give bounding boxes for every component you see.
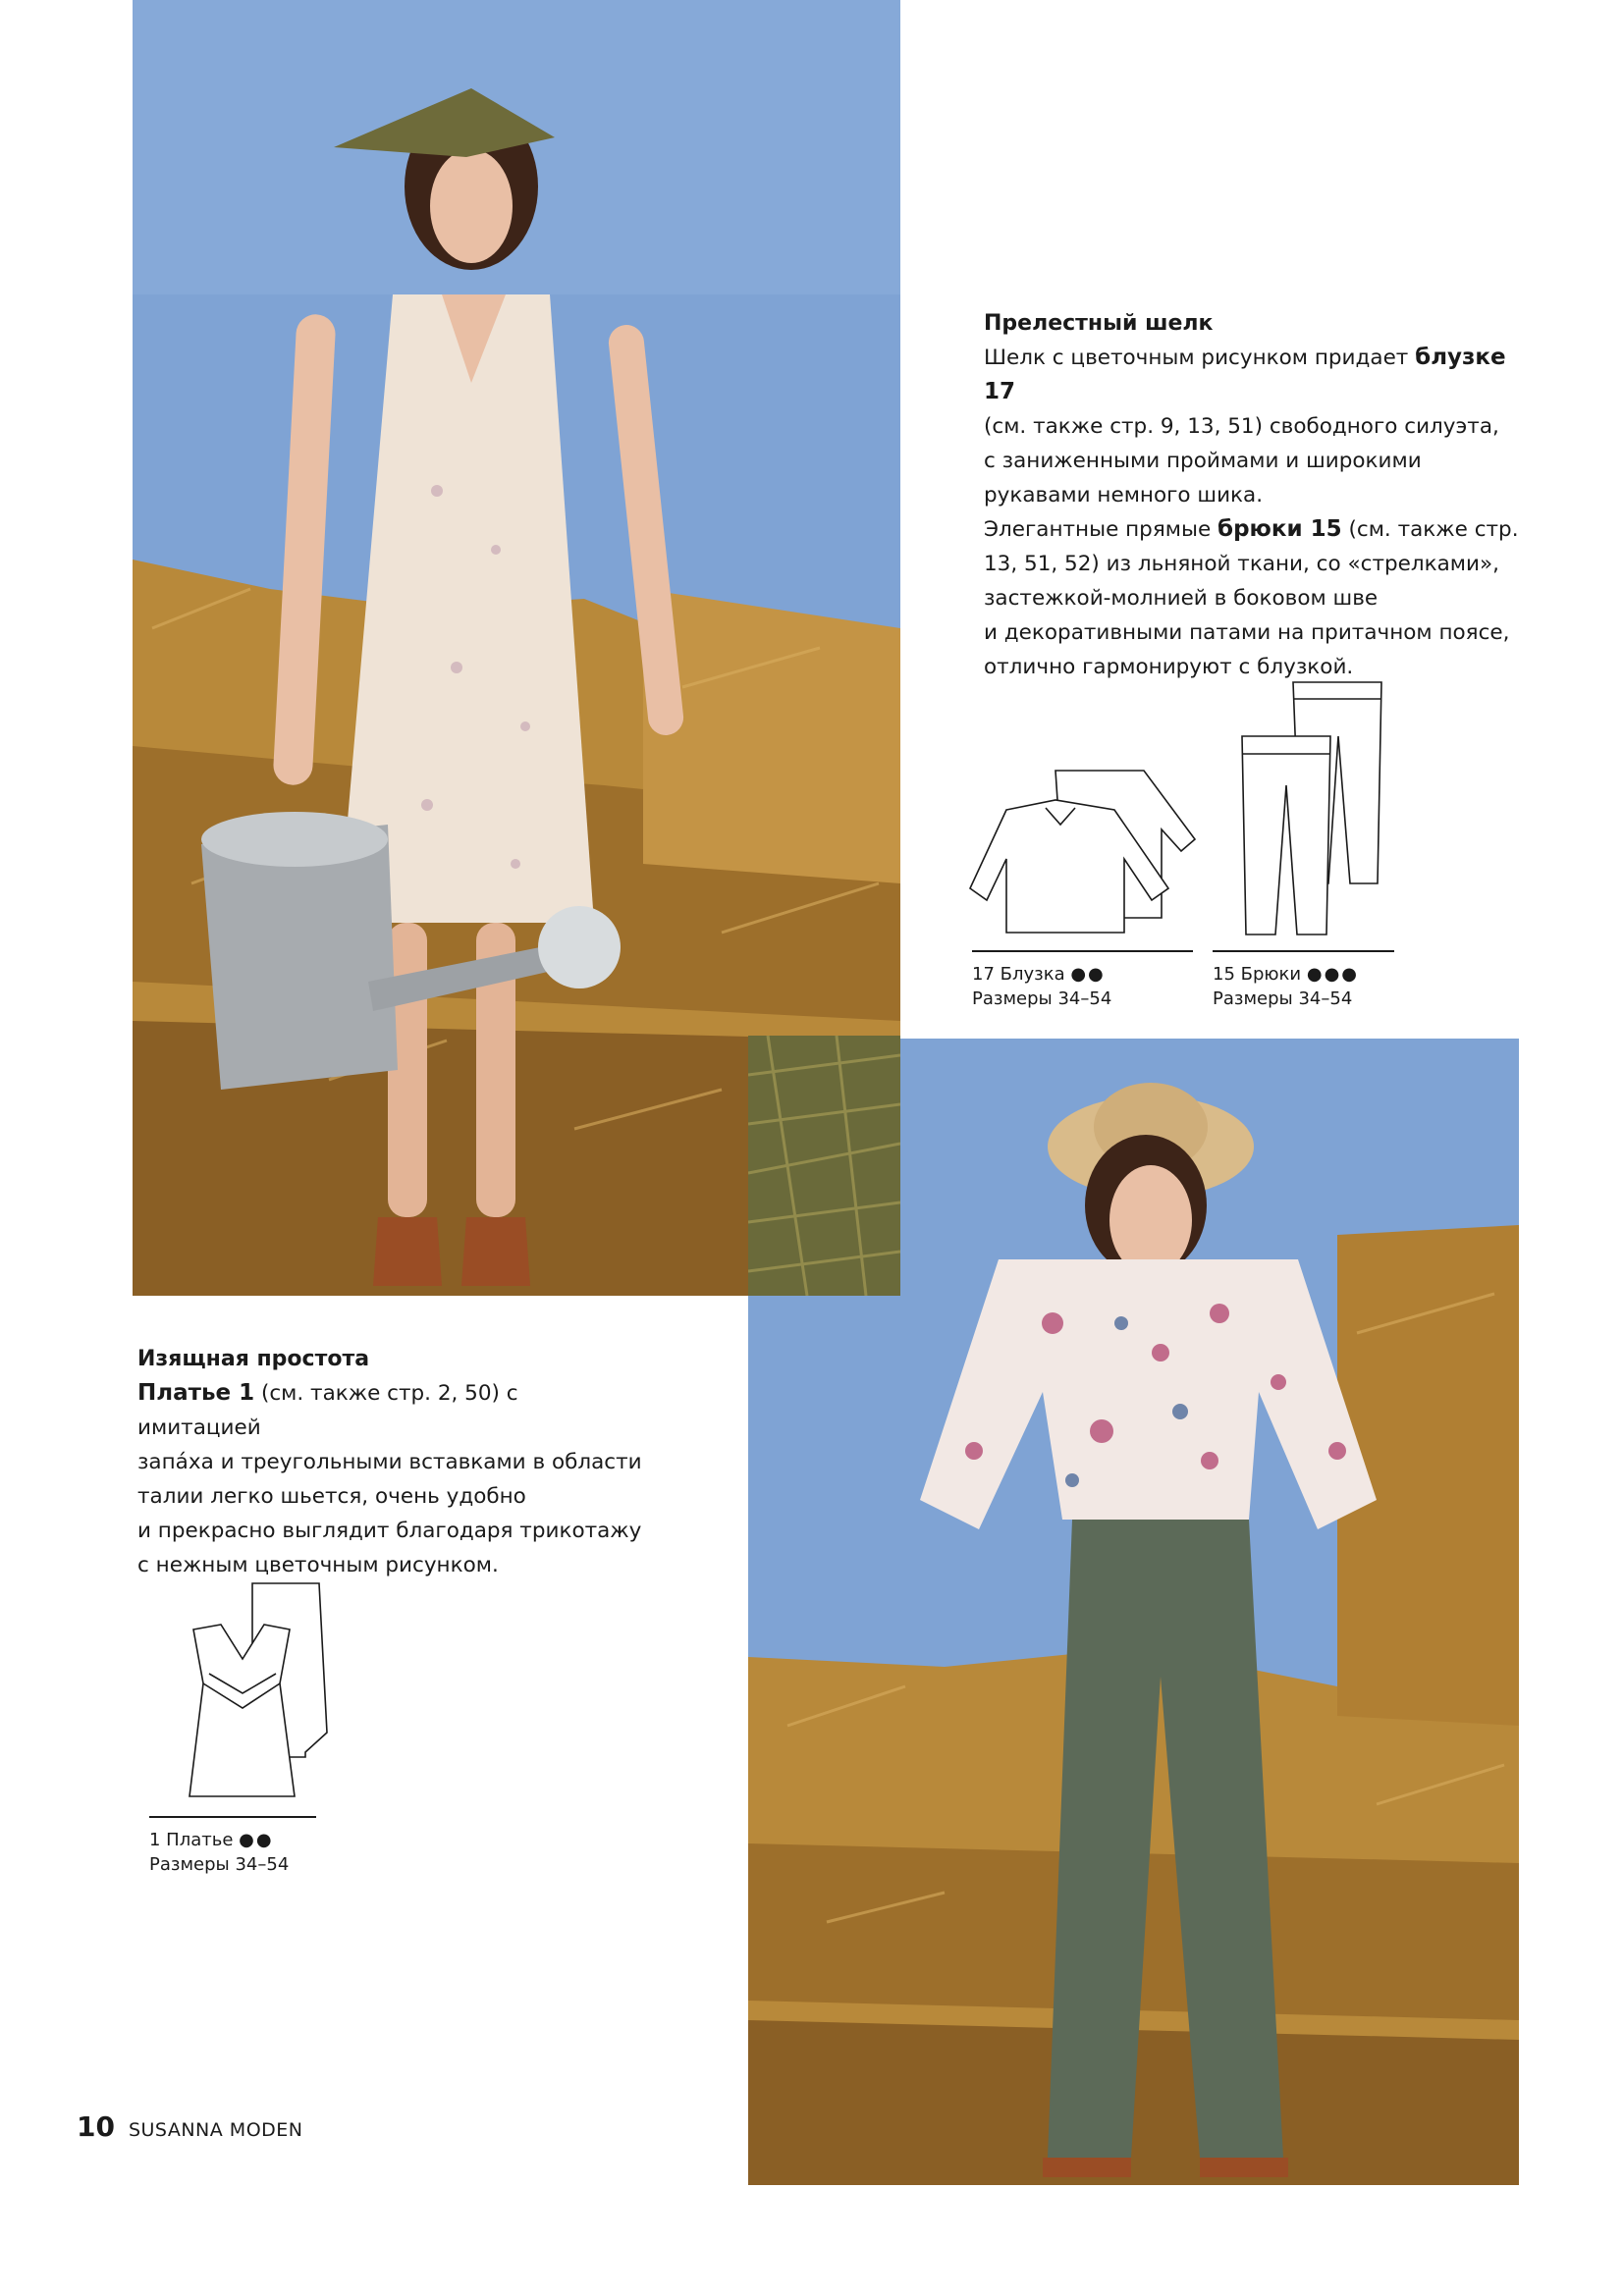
body-line: Элегантные прямые брюки 15 (см. также стр. — [984, 516, 1519, 542]
caption-trousers — [1213, 950, 1394, 1011]
body-line: с заниженными проймами и широкими — [984, 449, 1422, 473]
body-line: (см. также стр. 9, 13, 51) свободного силуэта, — [984, 414, 1499, 439]
photo-hay-inset — [748, 1036, 900, 1296]
text-block-simple — [137, 1342, 648, 1582]
heading-simple: Изящная простота — [137, 1347, 370, 1371]
caption-title: 15 Брюки ●●● — [1213, 964, 1359, 985]
page-footer — [77, 2110, 303, 2143]
page-number: 10 — [77, 2110, 115, 2143]
difficulty-dots: ●●● — [1306, 964, 1359, 985]
caption-rule — [149, 1816, 316, 1818]
caption-rule — [1213, 950, 1394, 952]
body-line: и прекрасно выглядит благодаря трикотажу — [137, 1519, 642, 1543]
body-line: талии легко шьется, очень удобно — [137, 1484, 526, 1509]
difficulty-dots: ●● — [1070, 964, 1106, 985]
caption-sizes: Размеры 34–54 — [1213, 988, 1353, 1009]
trousers-sketch — [1232, 677, 1389, 937]
caption-title: 17 Блузка ●● — [972, 964, 1106, 985]
body-line: с нежным цветочным рисунком. — [137, 1553, 499, 1577]
caption-sizes: Размеры 34–54 — [149, 1854, 290, 1875]
difficulty-dots: ●● — [239, 1830, 274, 1850]
body-line: Платье 1 (см. также стр. 2, 50) с имитацией — [137, 1380, 518, 1440]
caption-dress — [149, 1816, 316, 1877]
blouse-sketch — [967, 751, 1203, 947]
text-block-silk — [984, 306, 1534, 684]
caption-title: 1 Платье ●● — [149, 1830, 274, 1850]
body-line: Шелк с цветочным рисунком придает блузке 17 — [984, 345, 1506, 404]
body-line: запáха и треугольными вставками в области — [137, 1450, 642, 1474]
body-line: застежкой-молнией в боковом шве — [984, 586, 1379, 611]
caption-blouse — [972, 950, 1193, 1011]
magazine-name: SUSANNA MODEN — [128, 2119, 303, 2141]
caption-rule — [972, 950, 1193, 952]
body-line: рукавами немного шика. — [984, 483, 1264, 507]
heading-silk: Прелестный шелк — [984, 311, 1214, 336]
body-line: отлично гармонируют с блузкой. — [984, 655, 1354, 679]
body-line: и декоративными патами на притачном поясе, — [984, 620, 1510, 645]
dress-sketch — [182, 1575, 329, 1806]
body-line: 13, 51, 52) из льняной ткани, со «стрелками», — [984, 552, 1499, 576]
caption-sizes: Размеры 34–54 — [972, 988, 1112, 1009]
